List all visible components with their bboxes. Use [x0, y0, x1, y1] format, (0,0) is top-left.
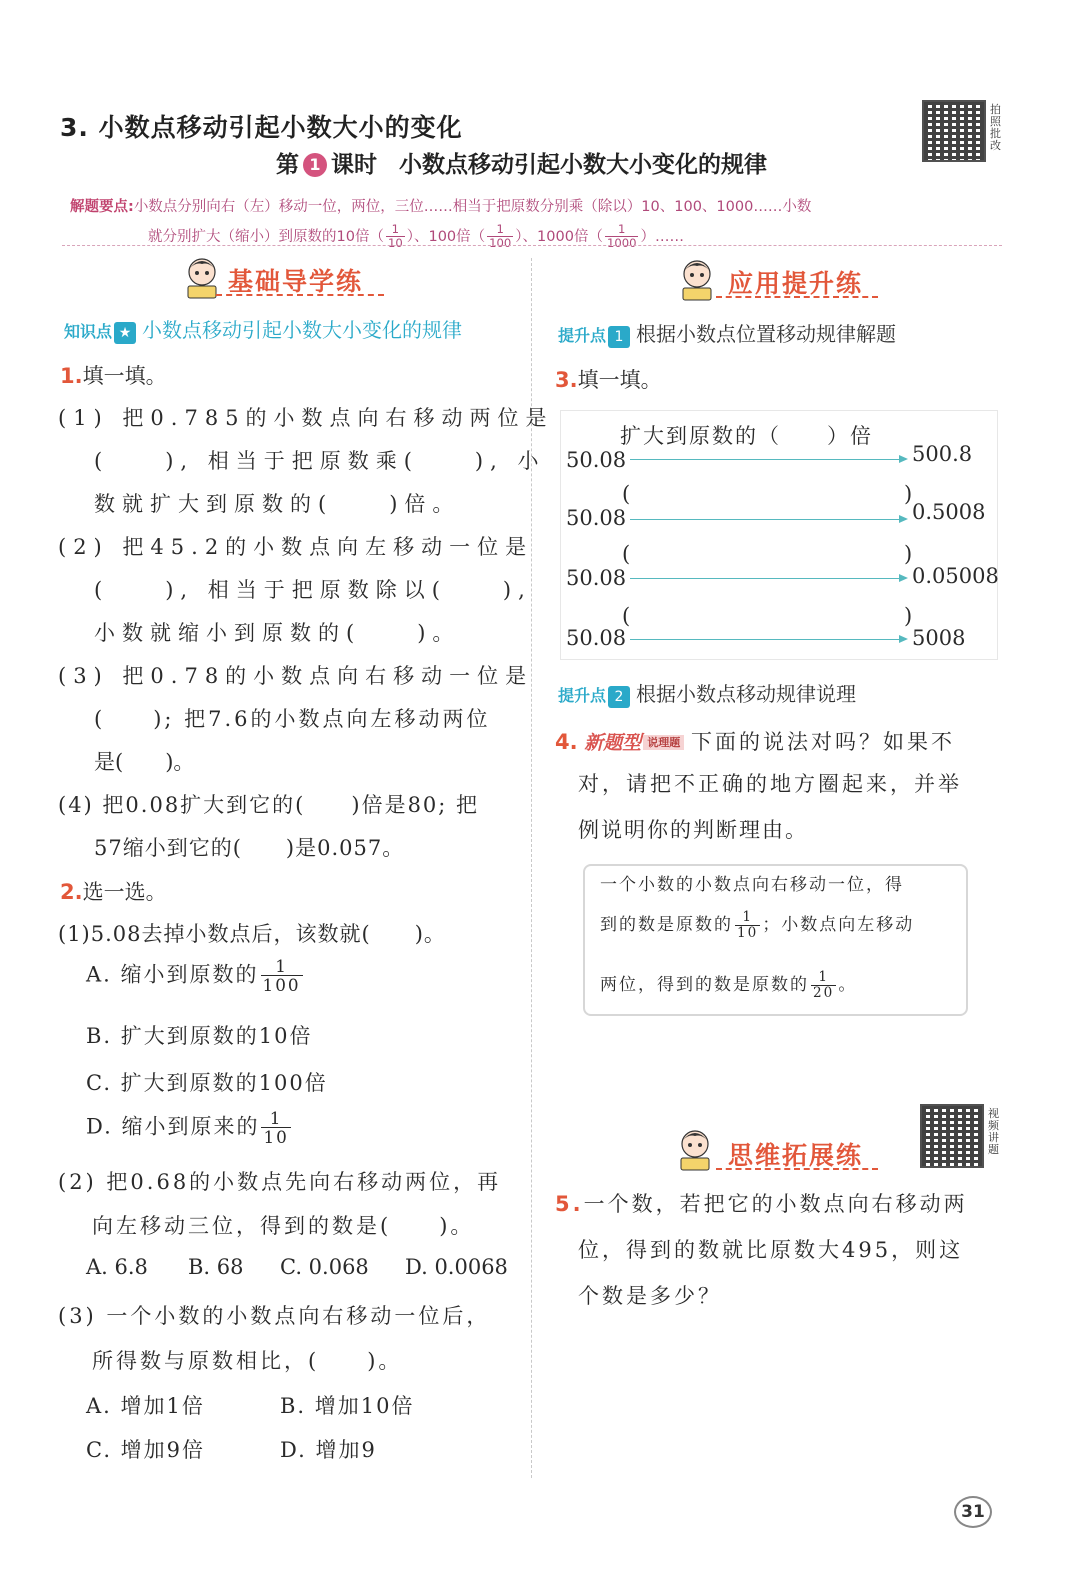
- kp-badge: 1: [608, 326, 630, 348]
- fraction: $\frac{1}{100}$: [489, 222, 512, 250]
- kp-text: 根据小数点移动规律说理: [636, 682, 857, 706]
- qr-label-grading: 拍照批改: [990, 103, 1001, 152]
- lesson-title: [276, 146, 767, 179]
- star-icon: ★: [114, 322, 136, 344]
- diagram-to: 0.05008: [912, 564, 999, 588]
- q1-line: 是( )。: [94, 750, 195, 774]
- question-number: 5.: [555, 1192, 584, 1216]
- knowledge-point: [64, 314, 462, 344]
- fraction: $\frac{1}{100}$: [262, 956, 301, 995]
- question-text: 填一填。: [82, 364, 167, 388]
- q1-line: 小数就缩小到原数的( )。: [94, 621, 461, 645]
- question-4-header: [555, 726, 955, 756]
- question-text: 填一填。: [577, 368, 662, 392]
- qr-code-grading[interactable]: [922, 100, 986, 162]
- qr-code-video[interactable]: [920, 1104, 984, 1168]
- section-title-applied: 应用提升练: [728, 269, 864, 298]
- blank-open: (: [622, 542, 631, 566]
- fraction: $\frac{1}{10}$: [263, 1108, 289, 1147]
- q1-line: (3) 把0.78的小数点向右移动一位是: [58, 664, 534, 688]
- tips-line-2c: ）、1000倍（: [515, 229, 603, 245]
- tips-label: 解题要点:: [70, 199, 134, 215]
- arrow-icon: [630, 578, 906, 579]
- kp-text: 小数点移动引起小数大小变化的规律: [142, 318, 463, 342]
- solving-tips: [70, 192, 950, 252]
- lesson-prefix: 第: [276, 152, 299, 178]
- section-title-basic: 基础导学练: [228, 267, 364, 296]
- q2-part-1: (1)5.08去掉小数点后，该数就( )。: [58, 922, 446, 946]
- question-number: 1.: [60, 364, 83, 388]
- tips-line-1: 小数点分别向右（左）移动一位，两位，三位……相当于把原数分别乘（除以）10、100、1000……小数: [133, 199, 812, 215]
- diagram-to: 500.8: [912, 442, 973, 466]
- blank-open: (: [622, 482, 631, 506]
- kp-label: 提升点: [558, 686, 607, 705]
- question-number: 3.: [555, 368, 578, 392]
- q1-line: 57缩小到它的( )是0.057。: [94, 836, 405, 860]
- fraction: $\frac{1}{20}$: [813, 968, 835, 1001]
- kp-label: 知识点: [64, 322, 113, 341]
- q2-p2-option-d: D. 0.0068: [405, 1255, 508, 1279]
- column-divider: [531, 258, 532, 1478]
- diagram-caption: 扩大到原数的（ ）倍: [620, 424, 873, 448]
- arrow-icon: [630, 639, 906, 640]
- q2-option-c: C. 扩大到原数的100倍: [86, 1071, 328, 1095]
- q2-p3-option-b: B. 增加10倍: [280, 1394, 415, 1418]
- q5-line: 位，得到的数就比原数大495，则这: [578, 1238, 964, 1262]
- question-number: 2.: [60, 880, 83, 904]
- q5-line: 个数是多少？: [578, 1284, 722, 1308]
- q2-option-b: B. 扩大到原数的10倍: [86, 1024, 313, 1048]
- q1-line: ( ); 把7.6的小数点向左移动两位: [94, 707, 491, 731]
- new-question-tag: 新题型 说理题: [584, 732, 684, 754]
- q1-line: (2) 把45.2的小数点向左移动一位是: [58, 535, 534, 559]
- q2-part-3-line: 所得数与原数相比，( )。: [92, 1349, 403, 1373]
- question-2-title: [60, 876, 167, 906]
- q4-line: 例说明你的判断理由。: [578, 818, 808, 842]
- q2-part-3: (3) 一个小数的小数点向右移动一位后，: [58, 1304, 491, 1328]
- q2-p3-option-c: C. 增加9倍: [86, 1438, 206, 1462]
- diagram-to: 0.5008: [912, 500, 986, 524]
- chapter-title: 3. 小数点移动引起小数大小的变化: [60, 113, 463, 142]
- blank-close: ): [904, 542, 913, 566]
- q2-part-2: (2) 把0.68的小数点先向右移动两位，再: [58, 1170, 502, 1194]
- arrow-icon: [630, 519, 906, 520]
- diagram-to: 5008: [912, 626, 966, 650]
- improvement-point-2: [558, 678, 856, 708]
- mascot-icon: [676, 1128, 714, 1172]
- q2-p2-option-a: A. 6.8: [86, 1255, 148, 1279]
- arrow-icon: [630, 459, 906, 460]
- tips-line-2b: ）、100倍（: [406, 229, 486, 245]
- kp-badge: 2: [608, 686, 630, 708]
- page-number: 31: [954, 1496, 992, 1528]
- section-underline: [216, 294, 384, 296]
- tips-line-2d: ）……: [640, 229, 684, 245]
- q2-option-a: A. 缩小到原数的 $\frac{1}{100}$: [86, 956, 301, 995]
- section-underline: [716, 1168, 878, 1170]
- q2-option-d: D. 缩小到原来的 $\frac{1}{10}$: [86, 1108, 289, 1147]
- section-title-thinking: 思维拓展练: [728, 1141, 864, 1170]
- q2-p2-option-c: C. 0.068: [280, 1255, 369, 1279]
- statement-line: 一个小数的小数点向右移动一位，得: [600, 875, 904, 895]
- q1-line: ( ), 相当于把原数乘( ), 小: [94, 449, 546, 473]
- fraction: $\frac{1}{10}$: [387, 222, 403, 250]
- section-underline: [716, 296, 878, 298]
- q1-line: (4) 把0.08扩大到它的( )倍是80; 把: [58, 793, 480, 817]
- q2-part-2-line: 向左移动三位，得到的数是( )。: [92, 1214, 475, 1238]
- blank-close: ): [904, 482, 913, 506]
- kp-text: 根据小数点位置移动规律解题: [636, 322, 897, 346]
- q4-line: 下面的说法对吗？如果不: [690, 730, 955, 754]
- diagram-from: 50.08: [566, 566, 627, 590]
- blank-open: (: [622, 604, 631, 628]
- lesson-number-badge: 1: [303, 153, 327, 177]
- statement-line: 两位，得到的数是原数的 $\frac{1}{20}$ 。: [600, 968, 858, 1001]
- q1-line: (1) 把0.785的小数点向右移动两位是: [58, 406, 554, 430]
- question-number: 4.: [555, 730, 578, 754]
- q4-line: 对，请把不正确的地方圈起来，并举: [578, 772, 962, 796]
- qr-label-video: 视频讲题: [988, 1107, 999, 1156]
- diagram-from: 50.08: [566, 506, 627, 530]
- question-1-title: [60, 360, 167, 390]
- q1-line: ( ), 相当于把原数除以( ),: [94, 578, 532, 602]
- statement-line: 到的数是原数的 $\frac{1}{10}$ ；小数点向左移动: [600, 908, 915, 941]
- fraction: $\frac{1}{1000}$: [606, 222, 637, 250]
- q1-line: 数就扩大到原数的( )倍。: [94, 492, 461, 516]
- question-text: 选一选。: [82, 880, 167, 904]
- question-3-title: [555, 364, 662, 394]
- blank-close: ): [904, 604, 913, 628]
- tips-line-2a: 就分别扩大（缩小）到原数的10倍（: [148, 229, 384, 245]
- diagram-from: 50.08: [566, 448, 627, 472]
- q2-p3-option-d: D. 增加9: [280, 1438, 377, 1462]
- question-5: [555, 1188, 968, 1218]
- kp-label: 提升点: [558, 326, 607, 345]
- lesson-name: 小数点移动引起小数大小变化的规律: [399, 152, 768, 178]
- improvement-point-1: [558, 318, 896, 348]
- divider-line: [62, 245, 1002, 246]
- q2-p3-option-a: A. 增加1倍: [86, 1394, 205, 1418]
- mascot-icon: [678, 258, 716, 302]
- q2-p2-option-b: B. 68: [188, 1255, 244, 1279]
- lesson-suffix: 课时: [331, 152, 377, 178]
- diagram-from: 50.08: [566, 626, 627, 650]
- fraction: $\frac{1}{10}$: [737, 908, 759, 941]
- q5-line: 一个数，若把它的小数点向右移动两: [583, 1192, 968, 1216]
